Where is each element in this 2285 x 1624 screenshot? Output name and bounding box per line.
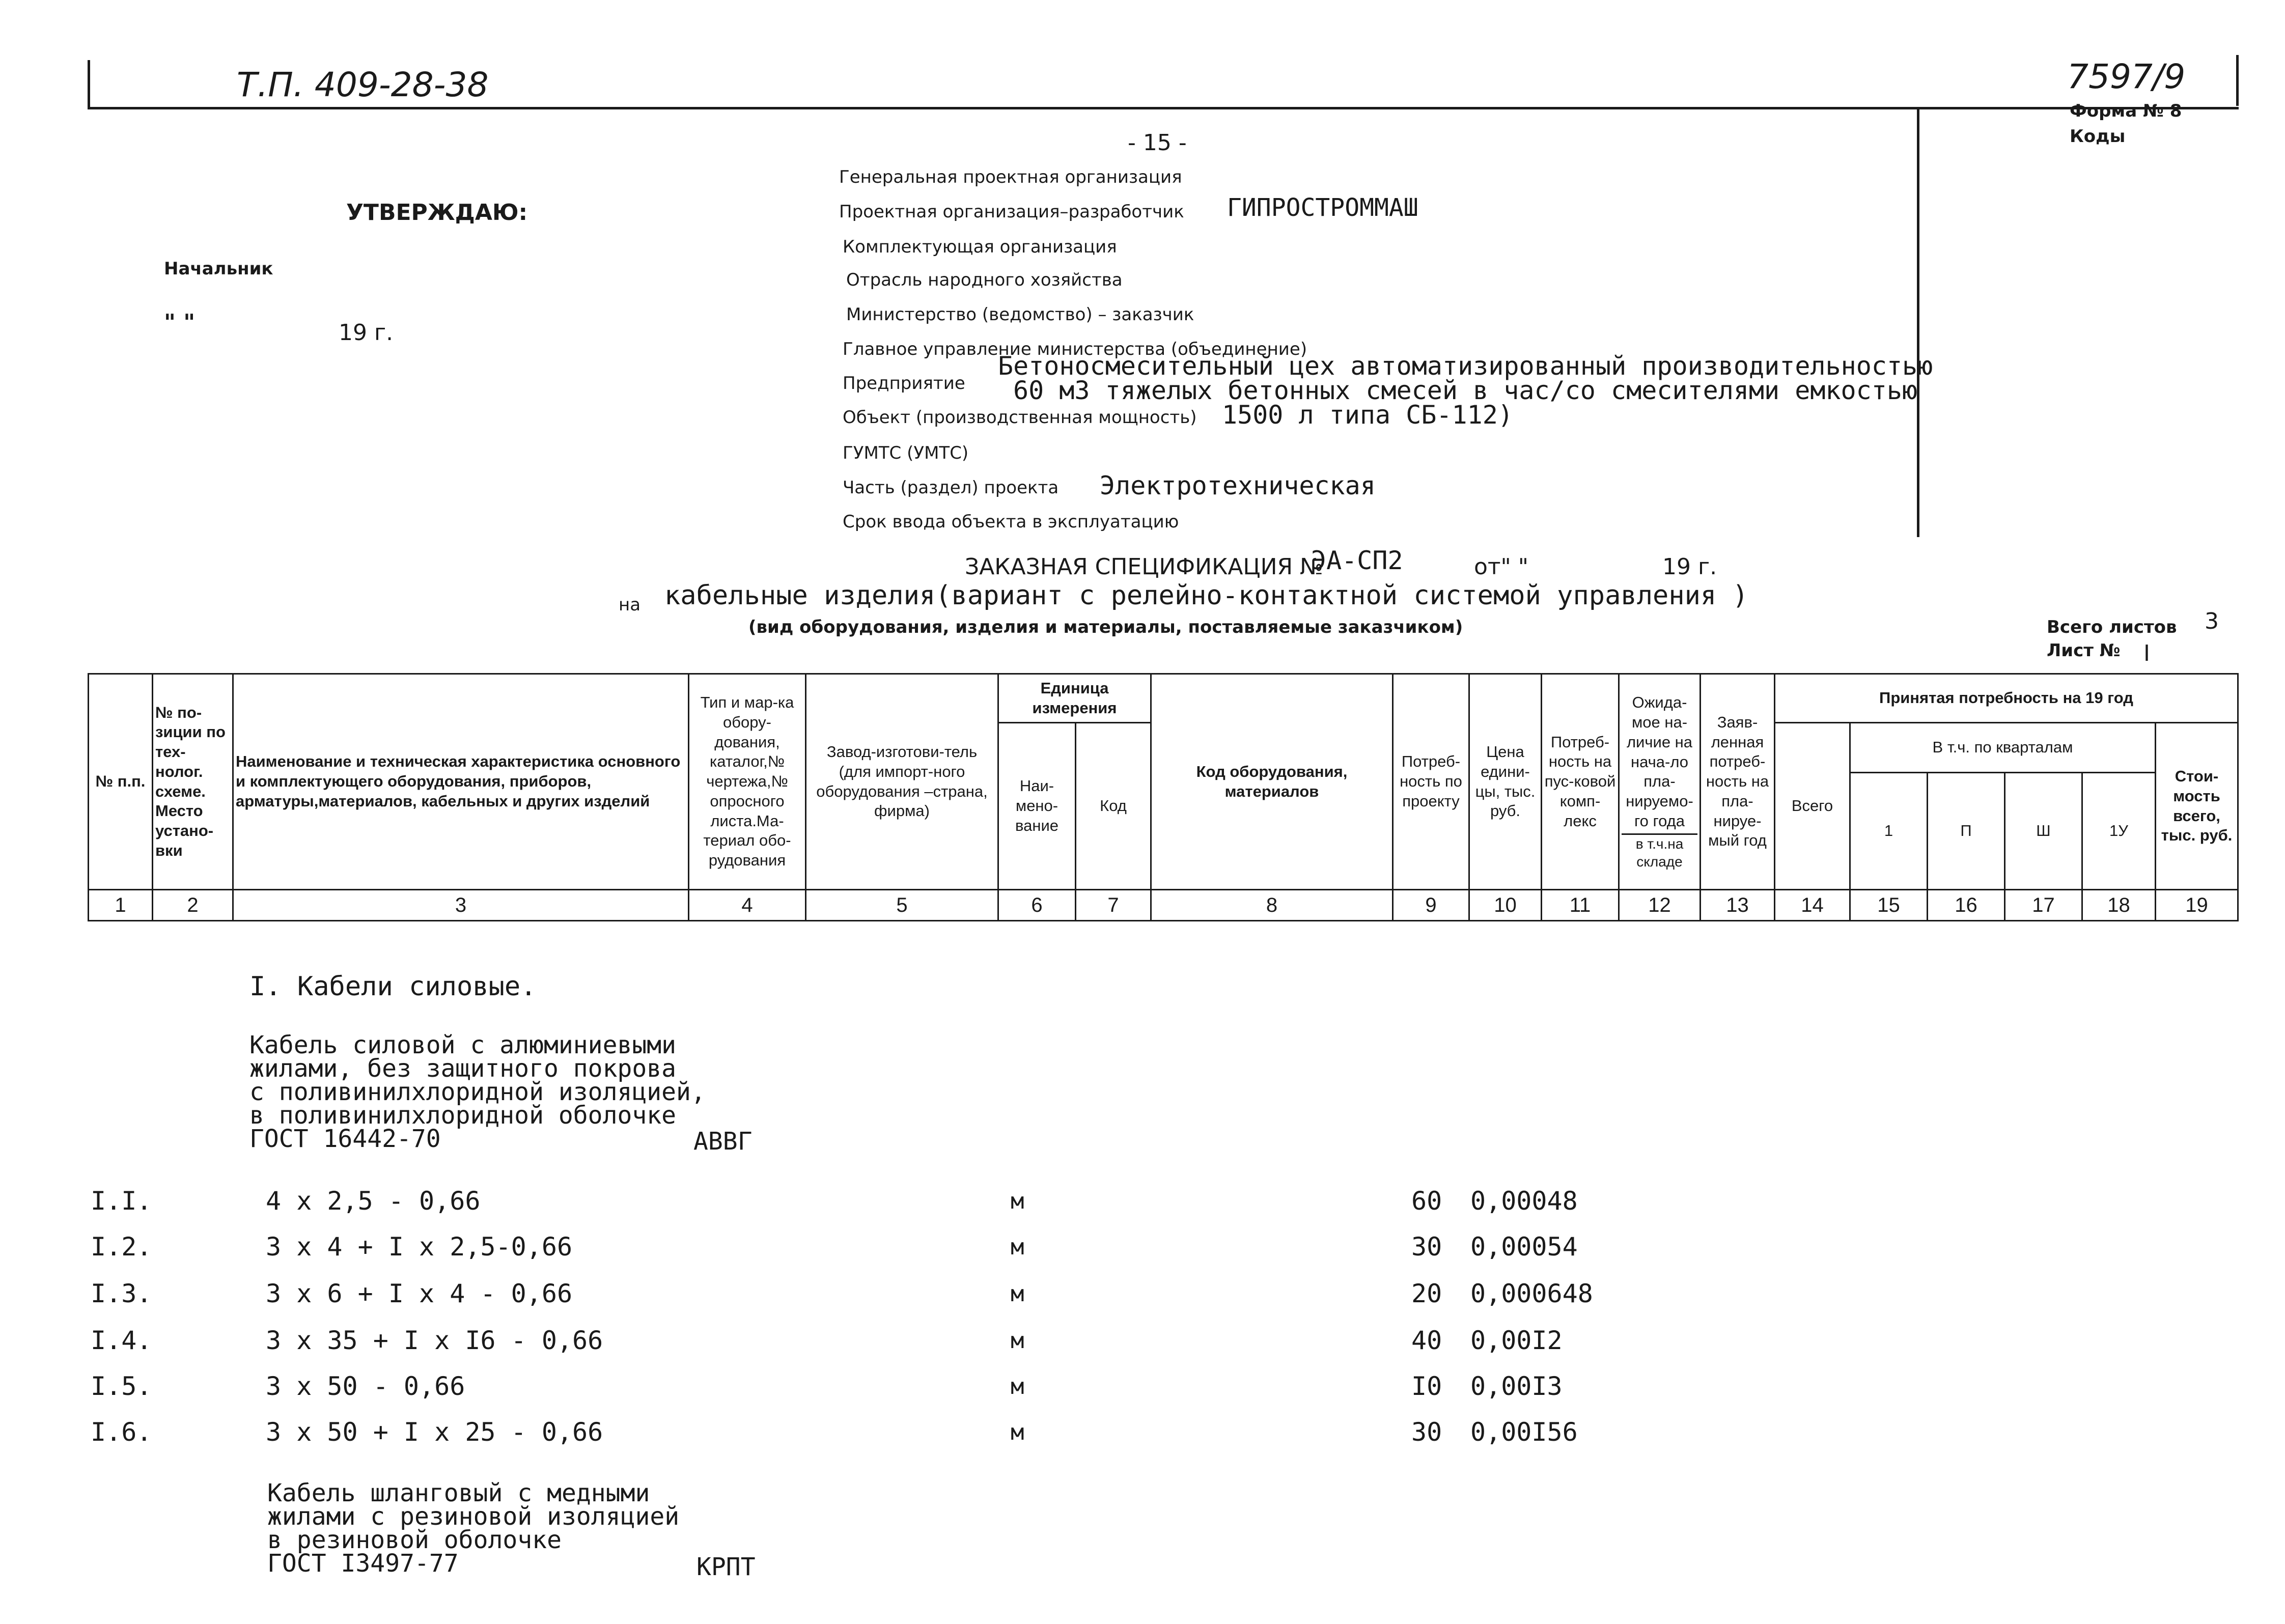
col-number: 19 — [2156, 890, 2238, 921]
row-number: I.2. — [91, 1232, 152, 1262]
col-number: 9 — [1393, 890, 1469, 921]
col-declared-header: Заяв-ленная потреб-ность на пла-нируе-мый год — [1701, 674, 1775, 890]
col-number: 5 — [806, 890, 998, 921]
group2-desc-line: жилами с резиновой изоляцией — [267, 1502, 680, 1531]
group2-description — [267, 1479, 680, 1578]
col-q3-header: Ш — [2005, 773, 2082, 890]
col-expected-text: Ожида-мое на-личие на нача-ло пла-нируемо-го года — [1626, 693, 1693, 830]
org-field-industry: Отрасль народного хозяйства — [846, 270, 1123, 290]
col-number: 10 — [1469, 890, 1542, 921]
group2-desc-line: Кабель шланговый с медными — [267, 1479, 650, 1507]
group1-desc-line: с поливинилхлоридной изоляцией, — [249, 1078, 706, 1106]
col-quarters-header: В т.ч. по кварталам — [1850, 723, 2156, 773]
col-number: 7 — [1076, 890, 1151, 921]
row-price: 0,00048 — [1470, 1186, 1578, 1216]
org-field-gumts: ГУМТС (УМТС) — [843, 443, 969, 463]
org-field-part-value: Электротехническая — [1100, 471, 1376, 500]
org-field-supplier: Комплектующая организация — [843, 237, 1117, 257]
row-quantity: 40 — [1411, 1326, 1442, 1355]
col-q4-header: 1У — [2082, 773, 2156, 890]
row-name: 3 х 4 + I х 2,5-0,66 — [266, 1232, 573, 1262]
enterprise-text-line-3: 1500 л типа СБ-112) — [1222, 400, 1513, 430]
enterprise-text-line-2: 60 м3 тяжелых бетонных смесей в час/со смесителями емкостью — [1013, 376, 1918, 405]
group1-desc-line: в поливинилхлоридной оболочке — [249, 1101, 677, 1130]
col-position-header: № по-зиции по тех-нолог. схеме. Место устано-вки — [153, 674, 233, 890]
section-title: I. Кабели силовые. — [249, 971, 537, 1002]
row-name: 3 х 6 + I х 4 - 0,66 — [266, 1279, 573, 1308]
group1-desc-line: ГОСТ 16442-70 — [249, 1125, 441, 1153]
col-unit-code-header: Код — [1076, 723, 1151, 890]
sheet-number: I — [2143, 640, 2150, 666]
page-number: - 15 - — [1128, 130, 1187, 156]
col-type-header: Тип и мар-ка обору-дования, каталог,№ чертежа,№ опросного листа.Ма-териал обо-рудования — [689, 674, 806, 890]
row-price: 0,00I2 — [1470, 1326, 1563, 1355]
col-num-header: № п.п. — [89, 674, 153, 890]
group2-desc-line: ГОСТ I3497-77 — [267, 1549, 459, 1578]
col-number: 18 — [2082, 890, 2156, 921]
spec-subject: кабельные изделия(вариант с релейно-контактной системой управления ) — [664, 580, 1748, 611]
group1-desc-line: жилами, без защитного покрова — [249, 1054, 677, 1083]
org-field-ministry: Министерство (ведомство) – заказчик — [846, 304, 1194, 325]
total-sheets: 3 — [2205, 608, 2219, 634]
spec-note: (вид оборудования, изделия и материалы, поставляемые заказчиком) — [748, 617, 1463, 637]
col-manufacturer-header: Завод-изготови-тель (для импорт-ного оборудования –страна, фирма) — [806, 674, 998, 890]
spec-title: ЗАКАЗНАЯ СПЕЦИФИКАЦИЯ № — [965, 554, 1323, 580]
col-price-header: Цена едини-цы, тыс. руб. — [1469, 674, 1542, 890]
col-need-header: Потреб-ность по проекту — [1393, 674, 1469, 890]
group1-type: АВВГ — [693, 1127, 753, 1156]
org-field-developer-value: ГИПРОСТРОММАШ — [1227, 193, 1418, 222]
row-unit: м — [1011, 1328, 1024, 1354]
col-number: 16 — [1928, 890, 2005, 921]
col-number: 6 — [998, 890, 1076, 921]
row-name: 4 х 2,5 - 0,66 — [266, 1186, 481, 1216]
row-price: 0,00I56 — [1470, 1417, 1578, 1447]
row-price: 0,000648 — [1470, 1279, 1593, 1308]
org-field-enterprise: Предприятие — [843, 373, 965, 394]
top-border-line — [88, 107, 2239, 109]
col-startup-header: Потреб-ность на пус-ковой комп-лекс — [1542, 674, 1619, 890]
col-number: 1 — [89, 890, 153, 921]
sheet-label: Лист № — [2047, 640, 2121, 661]
org-field-deadline: Срок ввода объекта в эксплуатацию — [843, 512, 1179, 532]
left-border-tick — [88, 60, 90, 109]
row-number: I.6. — [91, 1417, 152, 1447]
row-unit: м — [1011, 1281, 1024, 1307]
row-price: 0,00I3 — [1470, 1371, 1563, 1401]
row-number: I.4. — [91, 1326, 152, 1355]
col-expected-warehouse: в т.ч.на складе — [1622, 833, 1697, 871]
row-name: 3 х 35 + I х I6 - 0,66 — [266, 1326, 603, 1355]
row-unit: м — [1011, 1234, 1024, 1260]
col-total-header: Всего — [1775, 723, 1850, 890]
col-number: 8 — [1151, 890, 1393, 921]
col-expected-header — [1619, 674, 1701, 890]
enterprise-text-line-1: Бетоносмесительный цех автоматизированный производительностью — [998, 351, 1933, 381]
org-field-general: Генеральная проектная организация — [839, 167, 1182, 187]
org-field-part: Часть (раздел) проекта — [843, 478, 1059, 498]
column-number-row — [89, 890, 2238, 921]
row-number: I.5. — [91, 1371, 152, 1401]
group2-type: КРПТ — [696, 1553, 756, 1581]
row-name: 3 х 50 - 0,66 — [266, 1371, 465, 1401]
col-number: 11 — [1542, 890, 1619, 921]
org-field-main-dept: Главное управление министерства (объединение) — [843, 339, 1307, 359]
row-unit: м — [1011, 1374, 1024, 1399]
codes-label: Коды — [2070, 126, 2126, 147]
col-number: 14 — [1775, 890, 1850, 921]
col-cost-header: Стои-мость всего, тыс. руб. — [2156, 723, 2238, 890]
group2-desc-line: в резиновой оболочке — [267, 1526, 562, 1554]
col-q2-header: П — [1928, 773, 2005, 890]
row-quantity: I0 — [1411, 1371, 1442, 1401]
row-quantity: 60 — [1411, 1186, 1442, 1216]
group1-desc-line: Кабель силовой с алюминиевыми — [249, 1031, 677, 1059]
spec-year: 19 г. — [1662, 554, 1717, 580]
spec-number: ЭА-СП2 — [1311, 546, 1403, 575]
spec-on-label: на — [619, 595, 641, 615]
row-unit: м — [1011, 1419, 1024, 1445]
col-unit-name-header: Наи-мено-вание — [998, 723, 1076, 890]
right-border-tick — [2236, 55, 2239, 106]
col-number: 17 — [2005, 890, 2082, 921]
col-number: 3 — [233, 890, 689, 921]
col-unit-group-header: Единица измерения — [998, 674, 1151, 723]
col-number: 12 — [1619, 890, 1701, 921]
row-quantity: 30 — [1411, 1232, 1442, 1262]
org-field-developer: Проектная организация–разработчик — [839, 202, 1184, 222]
doc-code: Т.П. 409-28-38 — [237, 65, 489, 104]
approval-year: 19 г. — [339, 320, 394, 346]
row-number: I.I. — [91, 1186, 152, 1216]
total-sheets-label: Всего листов — [2047, 617, 2177, 637]
row-quantity: 20 — [1411, 1279, 1442, 1308]
col-name-header: Наименование и техническая характеристика основного и комплектующего оборудования, приборов, арматуры,материалов, кабельных и других изделий — [233, 674, 689, 890]
col-q1-header: 1 — [1850, 773, 1928, 890]
row-name: 3 х 50 + I х 25 - 0,66 — [266, 1417, 603, 1447]
col-code-header: Код оборудования, материалов — [1151, 674, 1393, 890]
col-accepted-header: Принятая потребность на 19 год — [1775, 674, 2238, 723]
approval-title: УТВЕРЖДАЮ: — [346, 200, 528, 226]
row-price: 0,00054 — [1470, 1232, 1578, 1262]
spec-from: от" " — [1474, 554, 1529, 580]
col-number: 13 — [1701, 890, 1775, 921]
col-number: 4 — [689, 890, 806, 921]
org-field-object: Объект (производственная мощность) — [843, 407, 1197, 428]
ref-code: 7597/9 — [2067, 57, 2186, 96]
col-number: 15 — [1850, 890, 1928, 921]
spec-header-table — [88, 673, 2239, 921]
codes-divider-line — [1917, 109, 1919, 537]
form-label: Форма № 8 — [2070, 101, 2182, 121]
group1-description — [249, 1033, 706, 1151]
approval-position: Начальник — [164, 259, 273, 279]
row-unit: м — [1011, 1188, 1024, 1214]
approval-date-quote: " " — [164, 310, 196, 335]
row-number: I.3. — [91, 1279, 152, 1308]
col-number: 2 — [153, 890, 233, 921]
row-quantity: 30 — [1411, 1417, 1442, 1447]
